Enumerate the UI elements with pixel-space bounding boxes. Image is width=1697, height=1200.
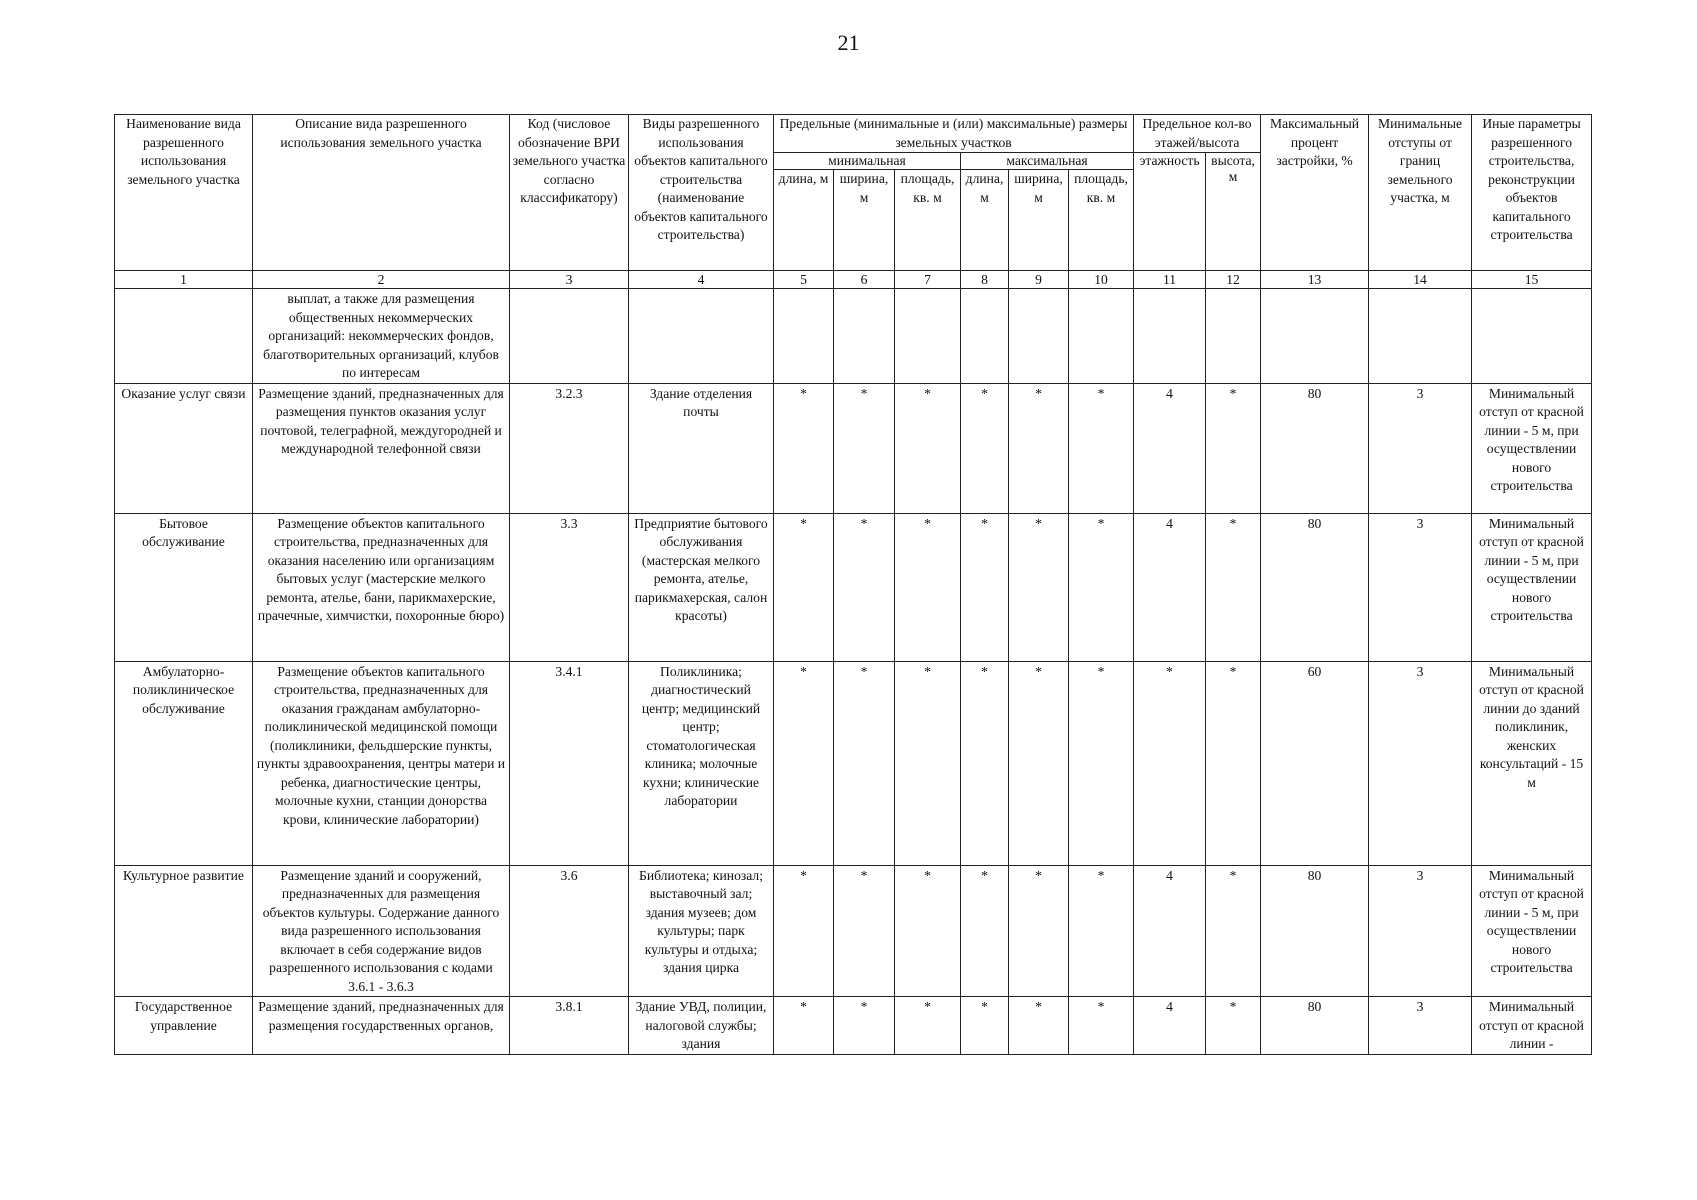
column-number: 3 bbox=[510, 271, 629, 289]
max-percent: 80 bbox=[1261, 383, 1369, 513]
use-description: Размещение объектов капитального строительства, предназначенных для оказания населению или организациям бытовых услуг (мастерские мелкого ремонта, ателье, бани, парикмахерские, прачечные, химчистки, похоронные бюро) bbox=[253, 513, 510, 661]
header-objects: Виды разрешенного использования объектов капитального строительства (наименование объектов капитального строительства) bbox=[629, 115, 774, 271]
header-min-setback: Минимальные отступы от границ земельного участка, м bbox=[1369, 115, 1472, 271]
min-area: * bbox=[895, 997, 961, 1055]
table-row bbox=[115, 289, 1592, 384]
use-name bbox=[115, 289, 253, 384]
min-width: * bbox=[834, 383, 895, 513]
min-width bbox=[834, 289, 895, 384]
table-row bbox=[115, 513, 1592, 661]
height: * bbox=[1206, 513, 1261, 661]
header-max-area: площадь, кв. м bbox=[1069, 170, 1134, 271]
use-description: Размещение зданий и сооружений, предназначенных для размещения объектов культуры. Содержание данного вида разрешенного использования включает в себя содержание видов разрешенного использования с кодами 3.6.1 - 3.6.3 bbox=[253, 865, 510, 997]
min-length bbox=[774, 289, 834, 384]
min-setback bbox=[1369, 289, 1472, 384]
floor-count: 4 bbox=[1134, 997, 1206, 1055]
use-description: Размещение зданий, предназначенных для размещения пунктов оказания услуг почтовой, телеграфной, междугородней и международной телефонной связи bbox=[253, 383, 510, 513]
header-other-params: Иные параметры разрешенного строительства, реконструкции объектов капитального строительства bbox=[1472, 115, 1592, 271]
max-area: * bbox=[1069, 513, 1134, 661]
header-description: Описание вида разрешенного использования земельного участка bbox=[253, 115, 510, 271]
max-percent: 80 bbox=[1261, 865, 1369, 997]
max-area bbox=[1069, 289, 1134, 384]
use-code: 3.3 bbox=[510, 513, 629, 661]
column-number: 15 bbox=[1472, 271, 1592, 289]
use-description: Размещение зданий, предназначенных для размещения государственных органов, bbox=[253, 997, 510, 1055]
column-number: 5 bbox=[774, 271, 834, 289]
header-plot-limits: Предельные (минимальные и (или) максимальные) размеры земельных участков bbox=[774, 115, 1134, 153]
table-row bbox=[115, 383, 1592, 513]
min-setback: 3 bbox=[1369, 383, 1472, 513]
land-use-table bbox=[114, 114, 1592, 1055]
column-number: 14 bbox=[1369, 271, 1472, 289]
use-objects: Предприятие бытового обслуживания (мастерская мелкого ремонта, ателье, парикмахерская, салон красоты) bbox=[629, 513, 774, 661]
max-width: * bbox=[1009, 997, 1069, 1055]
max-area: * bbox=[1069, 661, 1134, 865]
height: * bbox=[1206, 383, 1261, 513]
max-length: * bbox=[961, 997, 1009, 1055]
header-min-length: длина, м bbox=[774, 170, 834, 271]
use-objects bbox=[629, 289, 774, 384]
min-area bbox=[895, 289, 961, 384]
table-row bbox=[115, 997, 1592, 1055]
max-percent: 80 bbox=[1261, 997, 1369, 1055]
use-name: Государственное управление bbox=[115, 997, 253, 1055]
max-length: * bbox=[961, 383, 1009, 513]
max-width bbox=[1009, 289, 1069, 384]
floor-count: 4 bbox=[1134, 513, 1206, 661]
use-name: Амбулаторно-поликлиническое обслуживание bbox=[115, 661, 253, 865]
column-number: 10 bbox=[1069, 271, 1134, 289]
max-percent: 60 bbox=[1261, 661, 1369, 865]
use-code: 3.2.3 bbox=[510, 383, 629, 513]
max-area: * bbox=[1069, 383, 1134, 513]
max-width: * bbox=[1009, 513, 1069, 661]
max-length: * bbox=[961, 865, 1009, 997]
min-width: * bbox=[834, 997, 895, 1055]
height: * bbox=[1206, 997, 1261, 1055]
use-objects: Здание отделения почты bbox=[629, 383, 774, 513]
min-setback: 3 bbox=[1369, 997, 1472, 1055]
min-length: * bbox=[774, 383, 834, 513]
header-name: Наименование вида разрешенного использования земельного участка bbox=[115, 115, 253, 271]
max-percent bbox=[1261, 289, 1369, 384]
header-maximal: максимальная bbox=[961, 153, 1134, 170]
use-code bbox=[510, 289, 629, 384]
use-objects: Здание УВД, полиции, налоговой службы; здания bbox=[629, 997, 774, 1055]
column-number: 2 bbox=[253, 271, 510, 289]
column-number: 7 bbox=[895, 271, 961, 289]
max-percent: 80 bbox=[1261, 513, 1369, 661]
floor-count: 4 bbox=[1134, 865, 1206, 997]
other-params bbox=[1472, 289, 1592, 384]
header-floors-height: Предельное кол-во этажей/высота bbox=[1134, 115, 1261, 153]
column-number: 8 bbox=[961, 271, 1009, 289]
header-height: высота, м bbox=[1206, 153, 1261, 271]
max-width: * bbox=[1009, 865, 1069, 997]
max-width: * bbox=[1009, 661, 1069, 865]
column-number: 4 bbox=[629, 271, 774, 289]
min-setback: 3 bbox=[1369, 661, 1472, 865]
column-number: 9 bbox=[1009, 271, 1069, 289]
min-length: * bbox=[774, 513, 834, 661]
min-area: * bbox=[895, 865, 961, 997]
min-width: * bbox=[834, 661, 895, 865]
floor-count: 4 bbox=[1134, 383, 1206, 513]
header-max-width: ширина, м bbox=[1009, 170, 1069, 271]
use-description: выплат, а также для размещения общественных некоммерческих организаций: некоммерческих фондов, благотворительных организаций, клубов по интересам bbox=[253, 289, 510, 384]
other-params: Минимальный отступ от красной линии - 5 м, при осуществлении нового строительства bbox=[1472, 513, 1592, 661]
min-setback: 3 bbox=[1369, 865, 1472, 997]
column-number: 11 bbox=[1134, 271, 1206, 289]
other-params: Минимальный отступ от красной линии - 5 м, при осуществлении нового строительства bbox=[1472, 383, 1592, 513]
min-length: * bbox=[774, 865, 834, 997]
use-description: Размещение объектов капитального строительства, предназначенных для оказания гражданам амбулаторно-поликлинической медицинской помощи (поликлиники, фельдшерские пункты, пункты здравоохранения, центры матери и ребенка, диагностические центры, молочные кухни, станции донорства крови, клинические лаборатории) bbox=[253, 661, 510, 865]
header-min-area: площадь, кв. м bbox=[895, 170, 961, 271]
max-area: * bbox=[1069, 997, 1134, 1055]
min-area: * bbox=[895, 513, 961, 661]
header-code: Код (числовое обозначение ВРИ земельного участка согласно классификатору) bbox=[510, 115, 629, 271]
min-width: * bbox=[834, 513, 895, 661]
min-width: * bbox=[834, 865, 895, 997]
max-length bbox=[961, 289, 1009, 384]
use-code: 3.8.1 bbox=[510, 997, 629, 1055]
use-objects: Библиотека; кинозал; выставочный зал; здания музеев; дом культуры; парк культуры и отдыха; здания цирка bbox=[629, 865, 774, 997]
min-length: * bbox=[774, 661, 834, 865]
page-number: 21 bbox=[837, 30, 860, 55]
header-max-percent: Максимальный процент застройки, % bbox=[1261, 115, 1369, 271]
column-number: 12 bbox=[1206, 271, 1261, 289]
header-minimal: минимальная bbox=[774, 153, 961, 170]
column-number: 1 bbox=[115, 271, 253, 289]
max-length: * bbox=[961, 513, 1009, 661]
use-name: Оказание услуг связи bbox=[115, 383, 253, 513]
use-code: 3.6 bbox=[510, 865, 629, 997]
floor-count: * bbox=[1134, 661, 1206, 865]
min-area: * bbox=[895, 661, 961, 865]
max-length: * bbox=[961, 661, 1009, 865]
header-floor-count: этажность bbox=[1134, 153, 1206, 271]
other-params: Минимальный отступ от красной линии - 5 м, при осуществлении нового строительства bbox=[1472, 865, 1592, 997]
min-length: * bbox=[774, 997, 834, 1055]
use-name: Культурное развитие bbox=[115, 865, 253, 997]
height: * bbox=[1206, 865, 1261, 997]
other-params: Минимальный отступ от красной линии до зданий поликлиник, женских консультаций - 15 м bbox=[1472, 661, 1592, 865]
use-code: 3.4.1 bbox=[510, 661, 629, 865]
column-number: 6 bbox=[834, 271, 895, 289]
height bbox=[1206, 289, 1261, 384]
use-objects: Поликлиника; диагностический центр; медицинский центр; стоматологическая клиника; молочные кухни; клинические лаборатории bbox=[629, 661, 774, 865]
floor-count bbox=[1134, 289, 1206, 384]
max-width: * bbox=[1009, 383, 1069, 513]
min-area: * bbox=[895, 383, 961, 513]
header-max-length: длина, м bbox=[961, 170, 1009, 271]
header-min-width: ширина, м bbox=[834, 170, 895, 271]
other-params: Минимальный отступ от красной линии - bbox=[1472, 997, 1592, 1055]
column-number-row bbox=[115, 271, 1592, 289]
table-row bbox=[115, 661, 1592, 865]
min-setback: 3 bbox=[1369, 513, 1472, 661]
height: * bbox=[1206, 661, 1261, 865]
table-row bbox=[115, 865, 1592, 997]
column-number: 13 bbox=[1261, 271, 1369, 289]
max-area: * bbox=[1069, 865, 1134, 997]
use-name: Бытовое обслуживание bbox=[115, 513, 253, 661]
